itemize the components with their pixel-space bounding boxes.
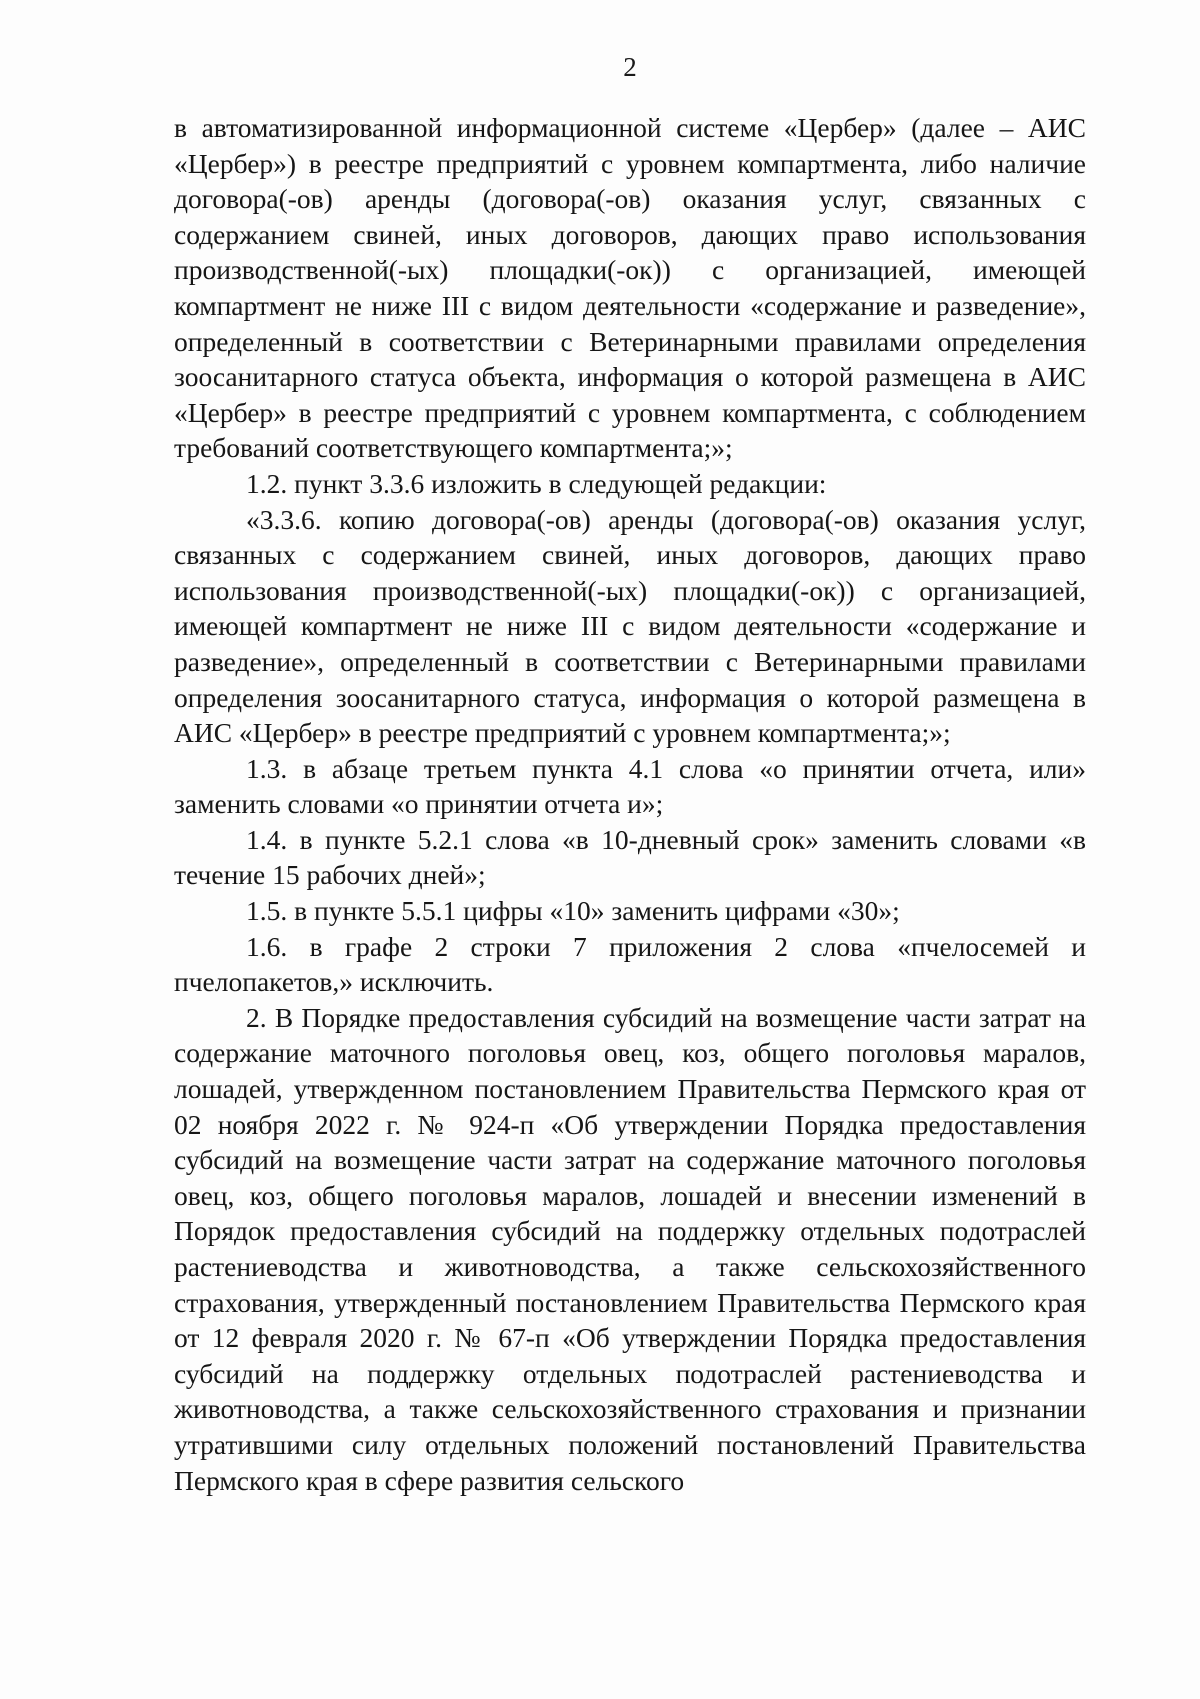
paragraph-item-3-3-6: «3.3.6. копию договора(-ов) аренды (договора(-ов) оказания услуг, связанных с содержанием свиней, иных договоров, дающих право использования производственной(-ых) площадки(-ок)) с организацией, имеющей компартмент не ниже III с видом деятельности «содержание и разведение», определенный в соответствии с Ветеринарными правилами определения зоосанитарного статуса, информация о которой размещена в АИС «Цербер» в реестре предприятий с уровнем компартмента;»; [174, 503, 1086, 749]
paragraph-item-1-5: 1.5. в пункте 5.5.1 цифры «10» заменить цифрами «30»; [246, 895, 900, 927]
paragraph-item-2: 2. В Порядке предоставления субсидий на возмещение части затрат на содержание маточного поголовья овец, коз, общего поголовья маралов, лошадей, утвержденном постановлением Правительства Пермского края от 02 ноября 2022 г. № 924-п «Об утверждении Порядка предоставления субсидий на возмещение части затрат на содержание маточного поголовья овец, коз, общего поголовья маралов, лошадей и внесении изменений в Порядок предоставления субсидий на поддержку отдельных подотраслей растениеводства и животноводства, а также сельскохозяйственного страхования, утвержденный постановлением Правительства Пермского края от 12 февраля 2020 г. № 67-п «Об утверждении Порядка предоставления субсидий на поддержку отдельных подотраслей растениеводства и животноводства, а также сельскохозяйственного страхования и признании утратившими силу отдельных положений постановлений Правительства Пермского края в сфере развития сельского [174, 1001, 1086, 1496]
paragraph-item-1-6: 1.6. в графе 2 строки 7 приложения 2 слова «пчелосемей и пчелопакетов,» исключить. [174, 930, 1086, 998]
paragraph-item-1-2: 1.2. пункт 3.3.6 изложить в следующей редакции: [246, 467, 827, 499]
paragraph-item-1-3: 1.3. в абзаце третьем пункта 4.1 слова «о принятии отчета, или» заменить словами «о принятии отчета и»; [174, 752, 1086, 820]
paragraph-continuation: в автоматизированной информационной системе «Цербер» (далее – АИС «Цербер») в реестре предприятий с уровнем компартмента, либо наличие договора(-ов) аренды (договора(-ов) оказания услуг, связанных с содержанием свиней, иных договоров, дающих право использования производственной(-ых) площадки(-ок)) с организацией, имеющей компартмент не ниже III с видом деятельности «содержание и разведение», определенный в соответствии с Ветеринарными правилами определения зоосанитарного статуса объекта, информация о которой размещена в АИС «Цербер» в реестре предприятий с уровнем компартмента, с соблюдением требований соответствующего компартмента;»; [174, 112, 1086, 464]
page-number: 2 [623, 52, 637, 82]
paragraph-item-1-4: 1.4. в пункте 5.2.1 слова «в 10-дневный срок» заменить словами «в течение 15 рабочих дней»; [174, 823, 1086, 891]
document-body [174, 110, 1086, 1498]
